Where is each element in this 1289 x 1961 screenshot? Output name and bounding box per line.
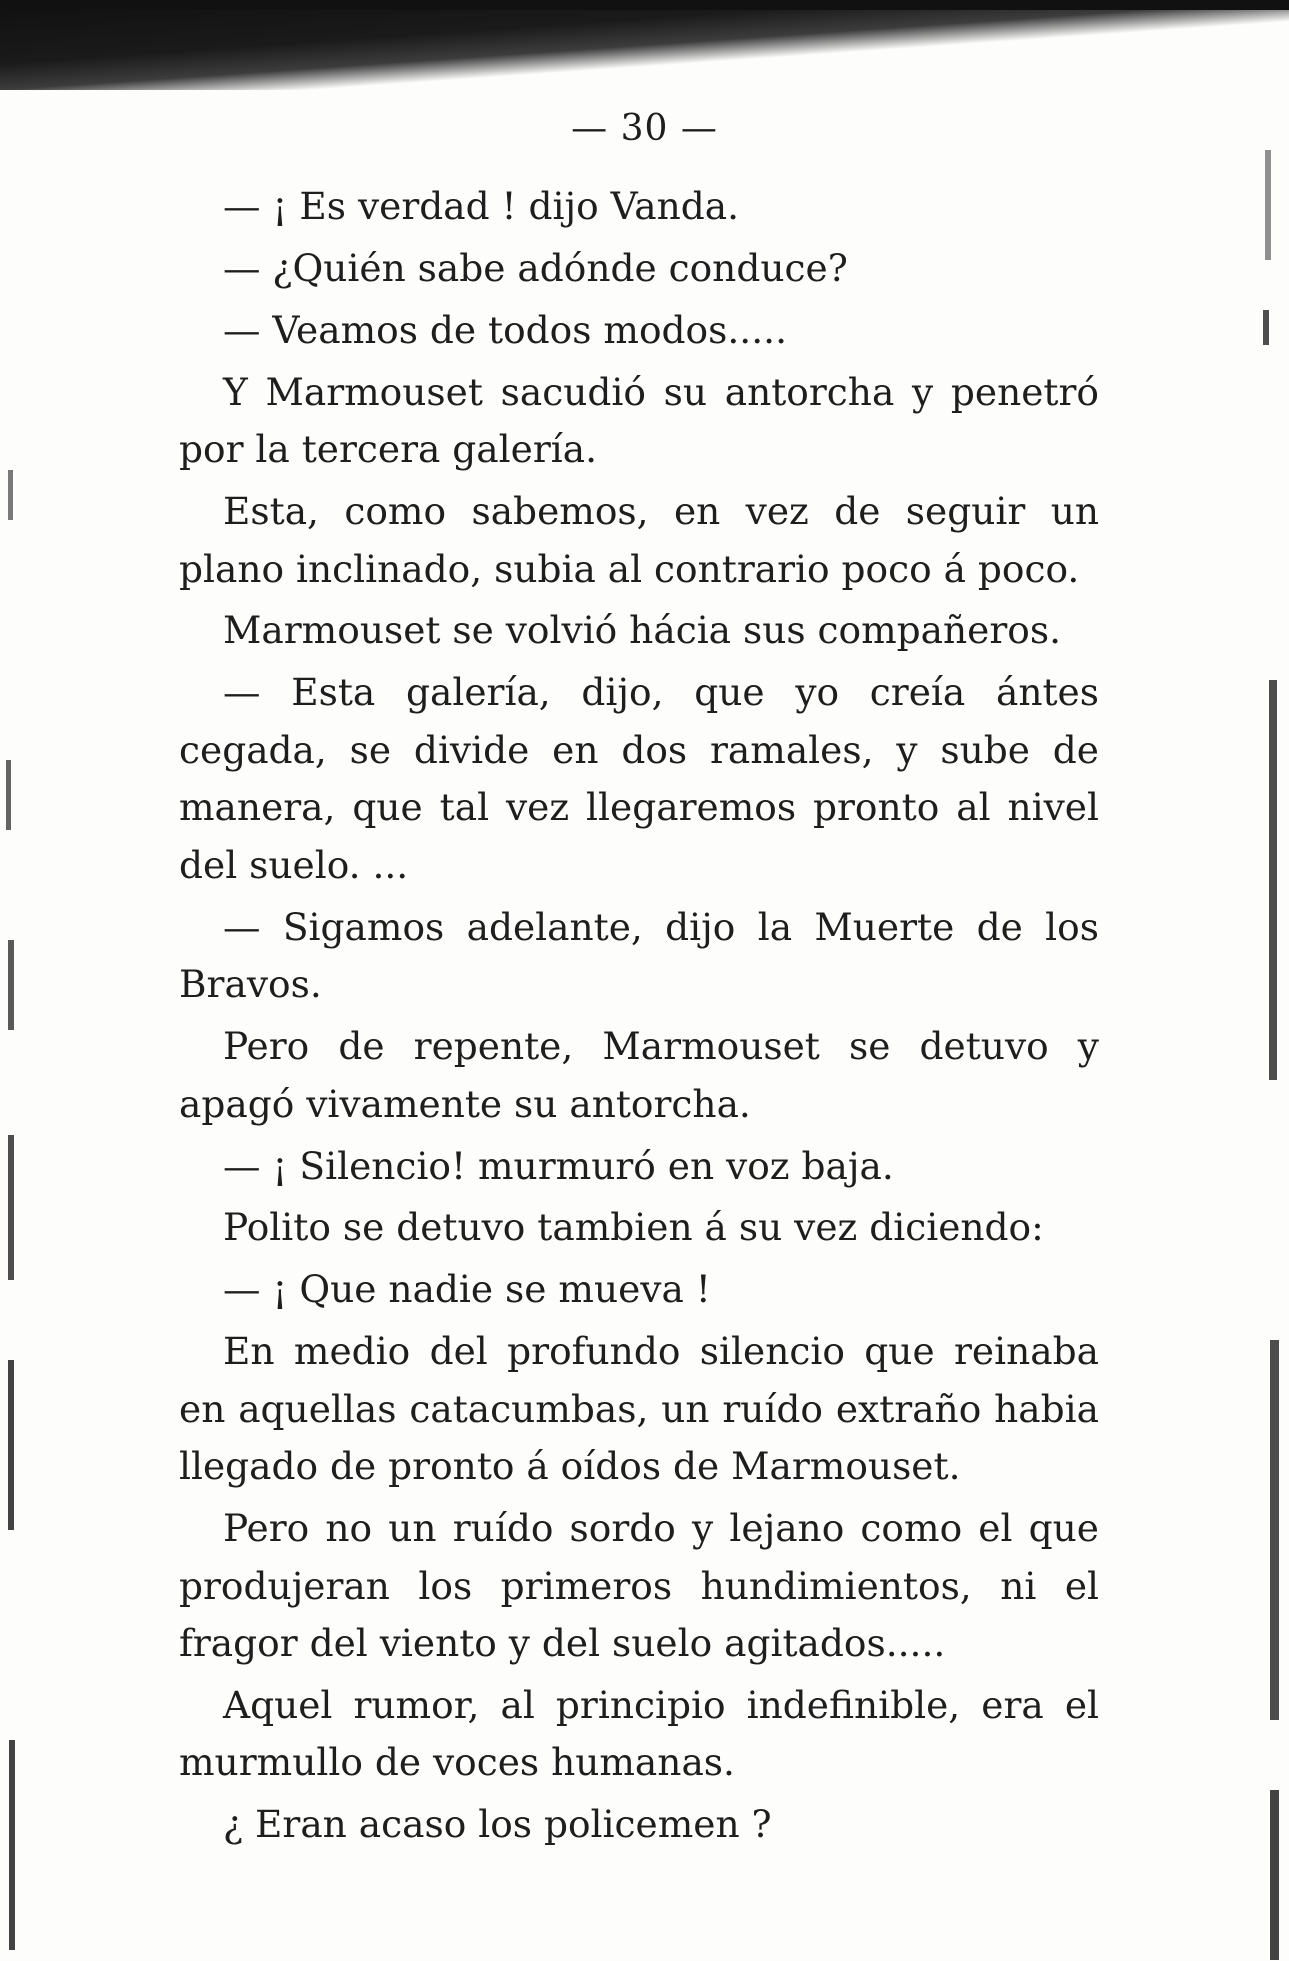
scan-left-edge-mark bbox=[8, 940, 14, 1030]
scan-top-edge bbox=[0, 0, 1289, 90]
scan-left-edge-mark bbox=[8, 1135, 14, 1280]
scan-right-edge-mark bbox=[1270, 1340, 1279, 1720]
paragraph: — ¿Quién sabe adónde conduce? bbox=[223, 245, 848, 290]
paragraph: Esta, como sabemos, en vez de seguir un plano inclinado, subia al contrario poco á poco. bbox=[179, 489, 1099, 591]
paragraph: — ¡ Es verdad ! dijo Vanda. bbox=[223, 184, 740, 228]
paragraph: Pero no un ruído sordo y lejano como el que produjeran los primeros hundimientos, ni el fragor del viento y del suelo agitados..... bbox=[179, 1506, 1099, 1666]
paragraph: Polito se detuvo tambien á su vez diciendo: bbox=[223, 1205, 1044, 1250]
paragraph: — Sigamos adelante, dijo la Muerte de los Bravos. bbox=[179, 904, 1099, 1007]
scan-top-border bbox=[0, 0, 1289, 10]
paragraph: ¿ Eran acaso los policemen ? bbox=[223, 1802, 772, 1847]
paragraph: — Veamos de todos modos..... bbox=[223, 307, 787, 352]
paragraph: Aquel rumor, al principio indefinible, era el murmullo de voces humanas. bbox=[179, 1682, 1099, 1785]
page-number: — 30 — bbox=[571, 108, 718, 149]
scan-left-edge-mark bbox=[8, 1360, 14, 1530]
scan-right-edge-mark bbox=[1265, 150, 1271, 260]
paragraph: Pero de repente, Marmouset se detuvo y apagó vivamente su antorcha. bbox=[179, 1024, 1099, 1126]
paragraph: — Esta galería, dijo, que yo creía ántes cegada, se divide en dos ramales, y sube de manera, que tal vez llegaremos pronto al nivel del suelo. ... bbox=[179, 670, 1099, 887]
paragraph: Marmouset se volvió hácia sus compañeros. bbox=[223, 608, 1062, 653]
scan-left-edge-mark bbox=[8, 470, 13, 520]
paragraph: En medio del profundo silencio que reinaba en aquellas catacumbas, un ruído extraño habia llegado de pronto á oídos de Marmouset. bbox=[179, 1329, 1099, 1489]
paragraph: — ¡ Silencio! murmuró en voz baja. bbox=[223, 1143, 894, 1188]
scan-right-edge-mark bbox=[1263, 310, 1269, 345]
paragraph: Y Marmouset sacudió su antorcha y penetró por la tercera galería. bbox=[179, 369, 1099, 472]
scan-right-edge-mark bbox=[1269, 680, 1277, 1080]
paragraph: — ¡ Que nadie se mueva ! bbox=[223, 1267, 711, 1312]
scan-right-edge-mark bbox=[1270, 1790, 1279, 1960]
scan-left-edge-mark bbox=[6, 760, 11, 830]
scan-left-edge-mark bbox=[9, 1740, 15, 1950]
body-text bbox=[179, 178, 1099, 1858]
